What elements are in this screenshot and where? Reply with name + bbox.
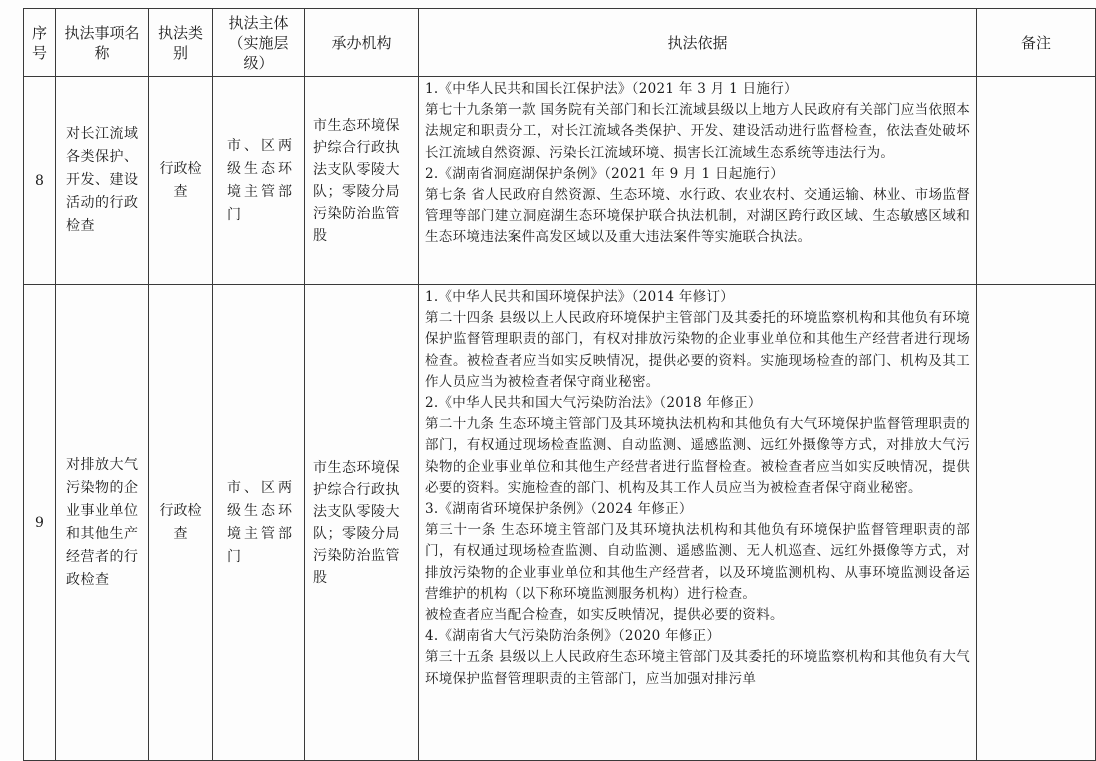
header-remarks: 备注 [977,9,1096,77]
row-org: 市生态环境保护综合行政执法支队零陵大队；零陵分局污染防治监管股 [305,285,419,761]
header-seq: 序 号 [24,9,56,77]
row-category [149,285,213,761]
row-basis [419,285,977,761]
table-row [24,285,1096,761]
basis-law-title: 2.《中华人民共和国大气污染防治法》（2018 年修正） [425,395,762,412]
row-seq: 8 [24,77,56,285]
header-basis: 执法依据 [419,9,977,77]
basis-article: 第七十九条第一款 国务院有关部门和长江流域县级以上地方人民政府有关部门应当依照本法规定和职责分工，对长江流域各类保护、开发、建设活动进行监督检查，依法查处破坏长江流域自然资源、污染长江流域环境、损害长江流域生态系统等违法行为。 [425,102,970,161]
header-org: 承办机构 [305,9,419,77]
row-basis [419,77,977,285]
table-row [24,77,1096,285]
basis-law-title: 2.《湖南省洞庭湖保护条例》（2021 年 9 月 1 日起施行） [425,165,785,182]
row-item-name: 对长江流域各类保护、开发、建设活动的行政检查 [56,77,149,285]
row-category-line2: 查 [173,525,188,542]
row-item-name: 对排放大气污染物的企业事业单位和其他生产经营者的行政检查 [56,285,149,761]
row-category-line2: 查 [173,183,188,200]
header-category: 执法类 别 [149,9,213,77]
row-category-line1: 行政检 [159,160,202,177]
table-header-row [24,9,1096,77]
row-category [149,77,213,285]
basis-law-title: 1.《中华人民共和国长江保护法》（2021 年 3 月 1 日施行） [425,81,798,97]
header-item-name: 执法事项名 称 [56,9,149,77]
row-seq: 9 [24,285,56,761]
row-subject: 市、区两级生态环境主管部门 [213,285,305,761]
basis-article: 第七条 省人民政府自然资源、生态环境、水行政、农业农村、交通运输、林业、市场监督管理等部门建立洞庭湖生态环境保护联合执法机制，对湖区跨行政区域、生态敏感区域和生态环境违法案件高发区域以及重大违法案件等实施联合执法。 [425,187,970,246]
basis-article: 第二十四条 县级以上人民政府环境保护主管部门及其委托的环境监察机构和其他负有环境保护监督管理职责的部门，有权对排放污染物的企业事业单位和其他生产经营者进行现场检查。被检查者应当如实反映情况，提供必要的资料。实施现场检查的部门、机构及其工作人员应当为被检查者保守商业秘密。 [425,310,970,390]
basis-law-title: 3.《湖南省环境保护条例》（2024 年修正） [425,501,693,518]
basis-law-title: 1.《中华人民共和国环境保护法》（2014 年修订） [425,289,735,305]
basis-article: 第二十九条 生态环境主管部门及其环境执法机构和其他负有大气环境保护监督管理职责的部门，有权通过现场检查监测、自动监测、遥感监测、远红外摄像等方式，对排放大气污染物的企业事业单位和其他生产经营者进行监督检查。被检查者应当如实反映情况，提供必要的资料。实施检查的部门、机构及其工作人员应当为被检查者保守商业秘密。 [425,416,970,496]
row-org: 市生态环境保护综合行政执法支队零陵大队；零陵分局污染防治监管股 [305,77,419,285]
basis-article: 第三十一条 生态环境主管部门及其环境执法机构和其他负有环境保护监督管理职责的部门，有权通过现场检查监测、自动监测、遥感监测、无人机巡查、远红外摄像等方式，对排放污染物的企业事业单位和其他生产经营者，以及环境监测机构、从事环境监测设备运营维护的机构（以下称环境监测服务机构）进行检查。 [425,522,970,602]
header-subject: 执法主体 （实施层 级） [213,9,305,77]
row-remarks [977,77,1096,285]
basis-article: 第三十五条 县级以上人民政府生态环境主管部门及其委托的环境监察机构和其他负有大气环境保护监督管理职责的主管部门，应当加强对排污单 [425,649,970,687]
law-enforcement-table [23,8,1096,761]
basis-law-title: 4.《湖南省大气污染防治条例》（2020 年修正） [425,628,721,645]
basis-article: 被检查者应当配合检查，如实反映情况，提供必要的资料。 [425,607,784,624]
row-subject: 市、区两级生态环境主管部门 [213,77,305,285]
row-remarks [977,285,1096,761]
row-category-line1: 行政检 [159,502,202,519]
